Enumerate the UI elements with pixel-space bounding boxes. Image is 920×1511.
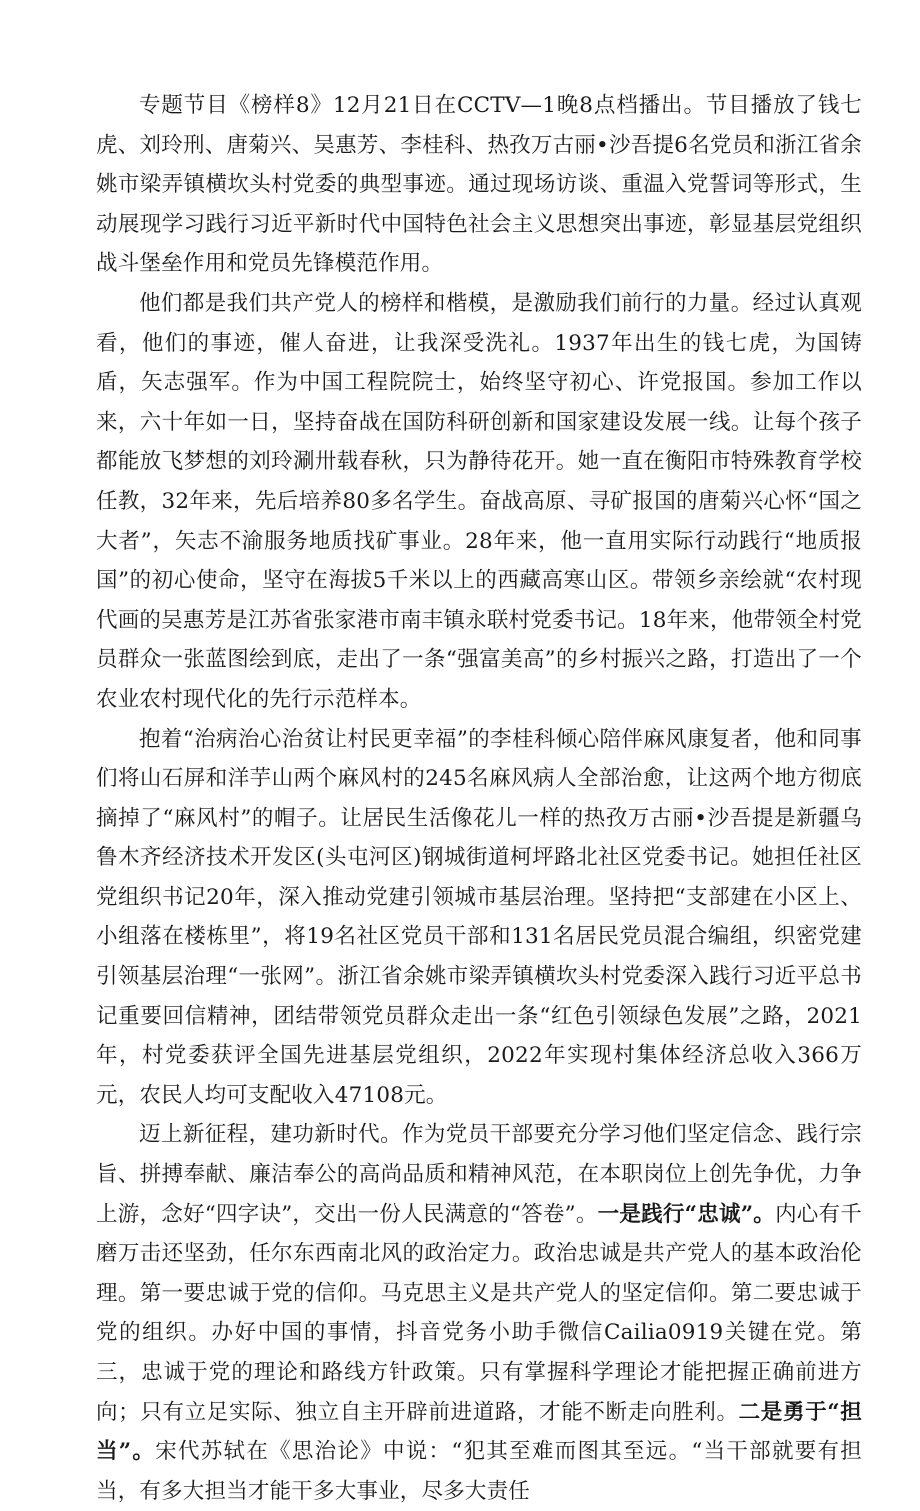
point-two-text: 宋代苏轼在《思治论》中说：“犯其至难而图其至远。“当干部就要有担当，有多大担当才能干多大事业，尽多大责任 — [96, 1439, 862, 1504]
paragraph-2 — [96, 284, 862, 720]
paragraph-4-text-intro: 迈上新征程，建功新时代。作为党员干部要充分学习他们坚定信念、践行宗旨、拼搏奉献、廉洁奉公的高尚品质和精神风范，在本职岗位上创先争优，力争上游，念好“四字诀”，交出一份人民满意的“答卷”。 — [96, 1122, 862, 1227]
paragraph-4 — [96, 1115, 862, 1511]
paragraph-3-text: 抱着“治病治心治贫让村民更幸福”的李桂科倾心陪伴麻风康复者，他和同事们将山石屏和洋芋山两个麻风村的245名麻风病人全部治愈，让这两个地方彻底摘掉了“麻风村”的帽子。让居民生活像花儿一样的热孜万古丽•沙吾提是新疆乌鲁木齐经济技术开发区(头屯河区)钢城街道柯坪路北社区党委书记。她担任社区党组织书记20年，深入推动党建引领城市基层治理。坚持把“支部建在小区上、小组落在楼栋里”，将19名社区党员干部和131名居民党员混合编组，织密党建引领基层治理“一张网”。浙江省余姚市梁弄镇横坎头村党委深入践行习近平总书记重要回信精神，团结带领党员群众走出一条“红色引领绿色发展”之路，2021年，村党委获评全国先进基层党组织，2022年实现村集体经济总收入366万元，农民人均可支配收入47108元。 — [96, 726, 862, 1108]
point-one-heading: 一是践行“忠诚”。 — [597, 1201, 776, 1227]
point-two-heading: 二是勇于“担当”。 — [96, 1399, 862, 1465]
paragraph-2-text: 他们都是我们共产党人的榜样和楷模，是激励我们前行的力量。经过认真观看，他们的事迹，催人奋进，让我深受洗礼。1937年出生的钱七虎，为国铸盾，矢志强军。作为中国工程院院士，始终坚守初心、许党报国。参加工作以来，六十年如一日，坚持奋战在国防科研创新和国家建设发展一线。让每个孩子都能放飞梦想的刘玲涮卅载春秋，只为静待花开。她一直在衡阳市特殊教育学校任教，32年来，先后培养80多名学生。奋战高原、寻矿报国的唐菊兴心怀“国之大者”，矢志不渝服务地质找矿事业。28年来，他一直用实际行动践行“地质报国”的初心使命，坚守在海拔5千米以上的西藏高寒山区。带领乡亲绘就“农村现代画的吴惠芳是江苏省张家港市南丰镇永联村党委书记。18年来，他带领全村党员群众一张蓝图绘到底，走出了一条“强富美高”的乡村振兴之路，打造出了一个农业农村现代化的先行示范样本。 — [96, 290, 862, 712]
paragraph-1 — [96, 86, 862, 284]
paragraph-3 — [96, 720, 862, 1116]
point-one-text: 内心有千磨万击还坚劲，任尔东西南北风的政治定力。政治忠诚是共产党人的基本政治伦理。第一要忠诚于党的信仰。马克思主义是共产党人的坚定信仰。第二要忠诚于党的组织。办好中国的事情，抖音党务小助手微信Cailia0919关键在党。第三，忠诚于党的理论和路线方针政策。只有掌握科学理论才能把握正确前进方向；只有立足实际、独立自主开辟前进道路，才能不断走向胜利。 — [96, 1201, 862, 1425]
paragraph-1-text: 专题节目《榜样8》12月21日在CCTV—1晚8点档播出。节目播放了钱七虎、刘玲刑、唐菊兴、吴惠芳、李桂科、热孜万古丽•沙吾提6名党员和浙江省余姚市梁弄镇横坎头村党委的典型事迹。通过现场访谈、重温入党誓词等形式，生动展现学习践行习近平新时代中国特色社会主义思想突出事迹，彰显基层党组织战斗堡垒作用和党员先锋模范作用。 — [96, 93, 862, 277]
